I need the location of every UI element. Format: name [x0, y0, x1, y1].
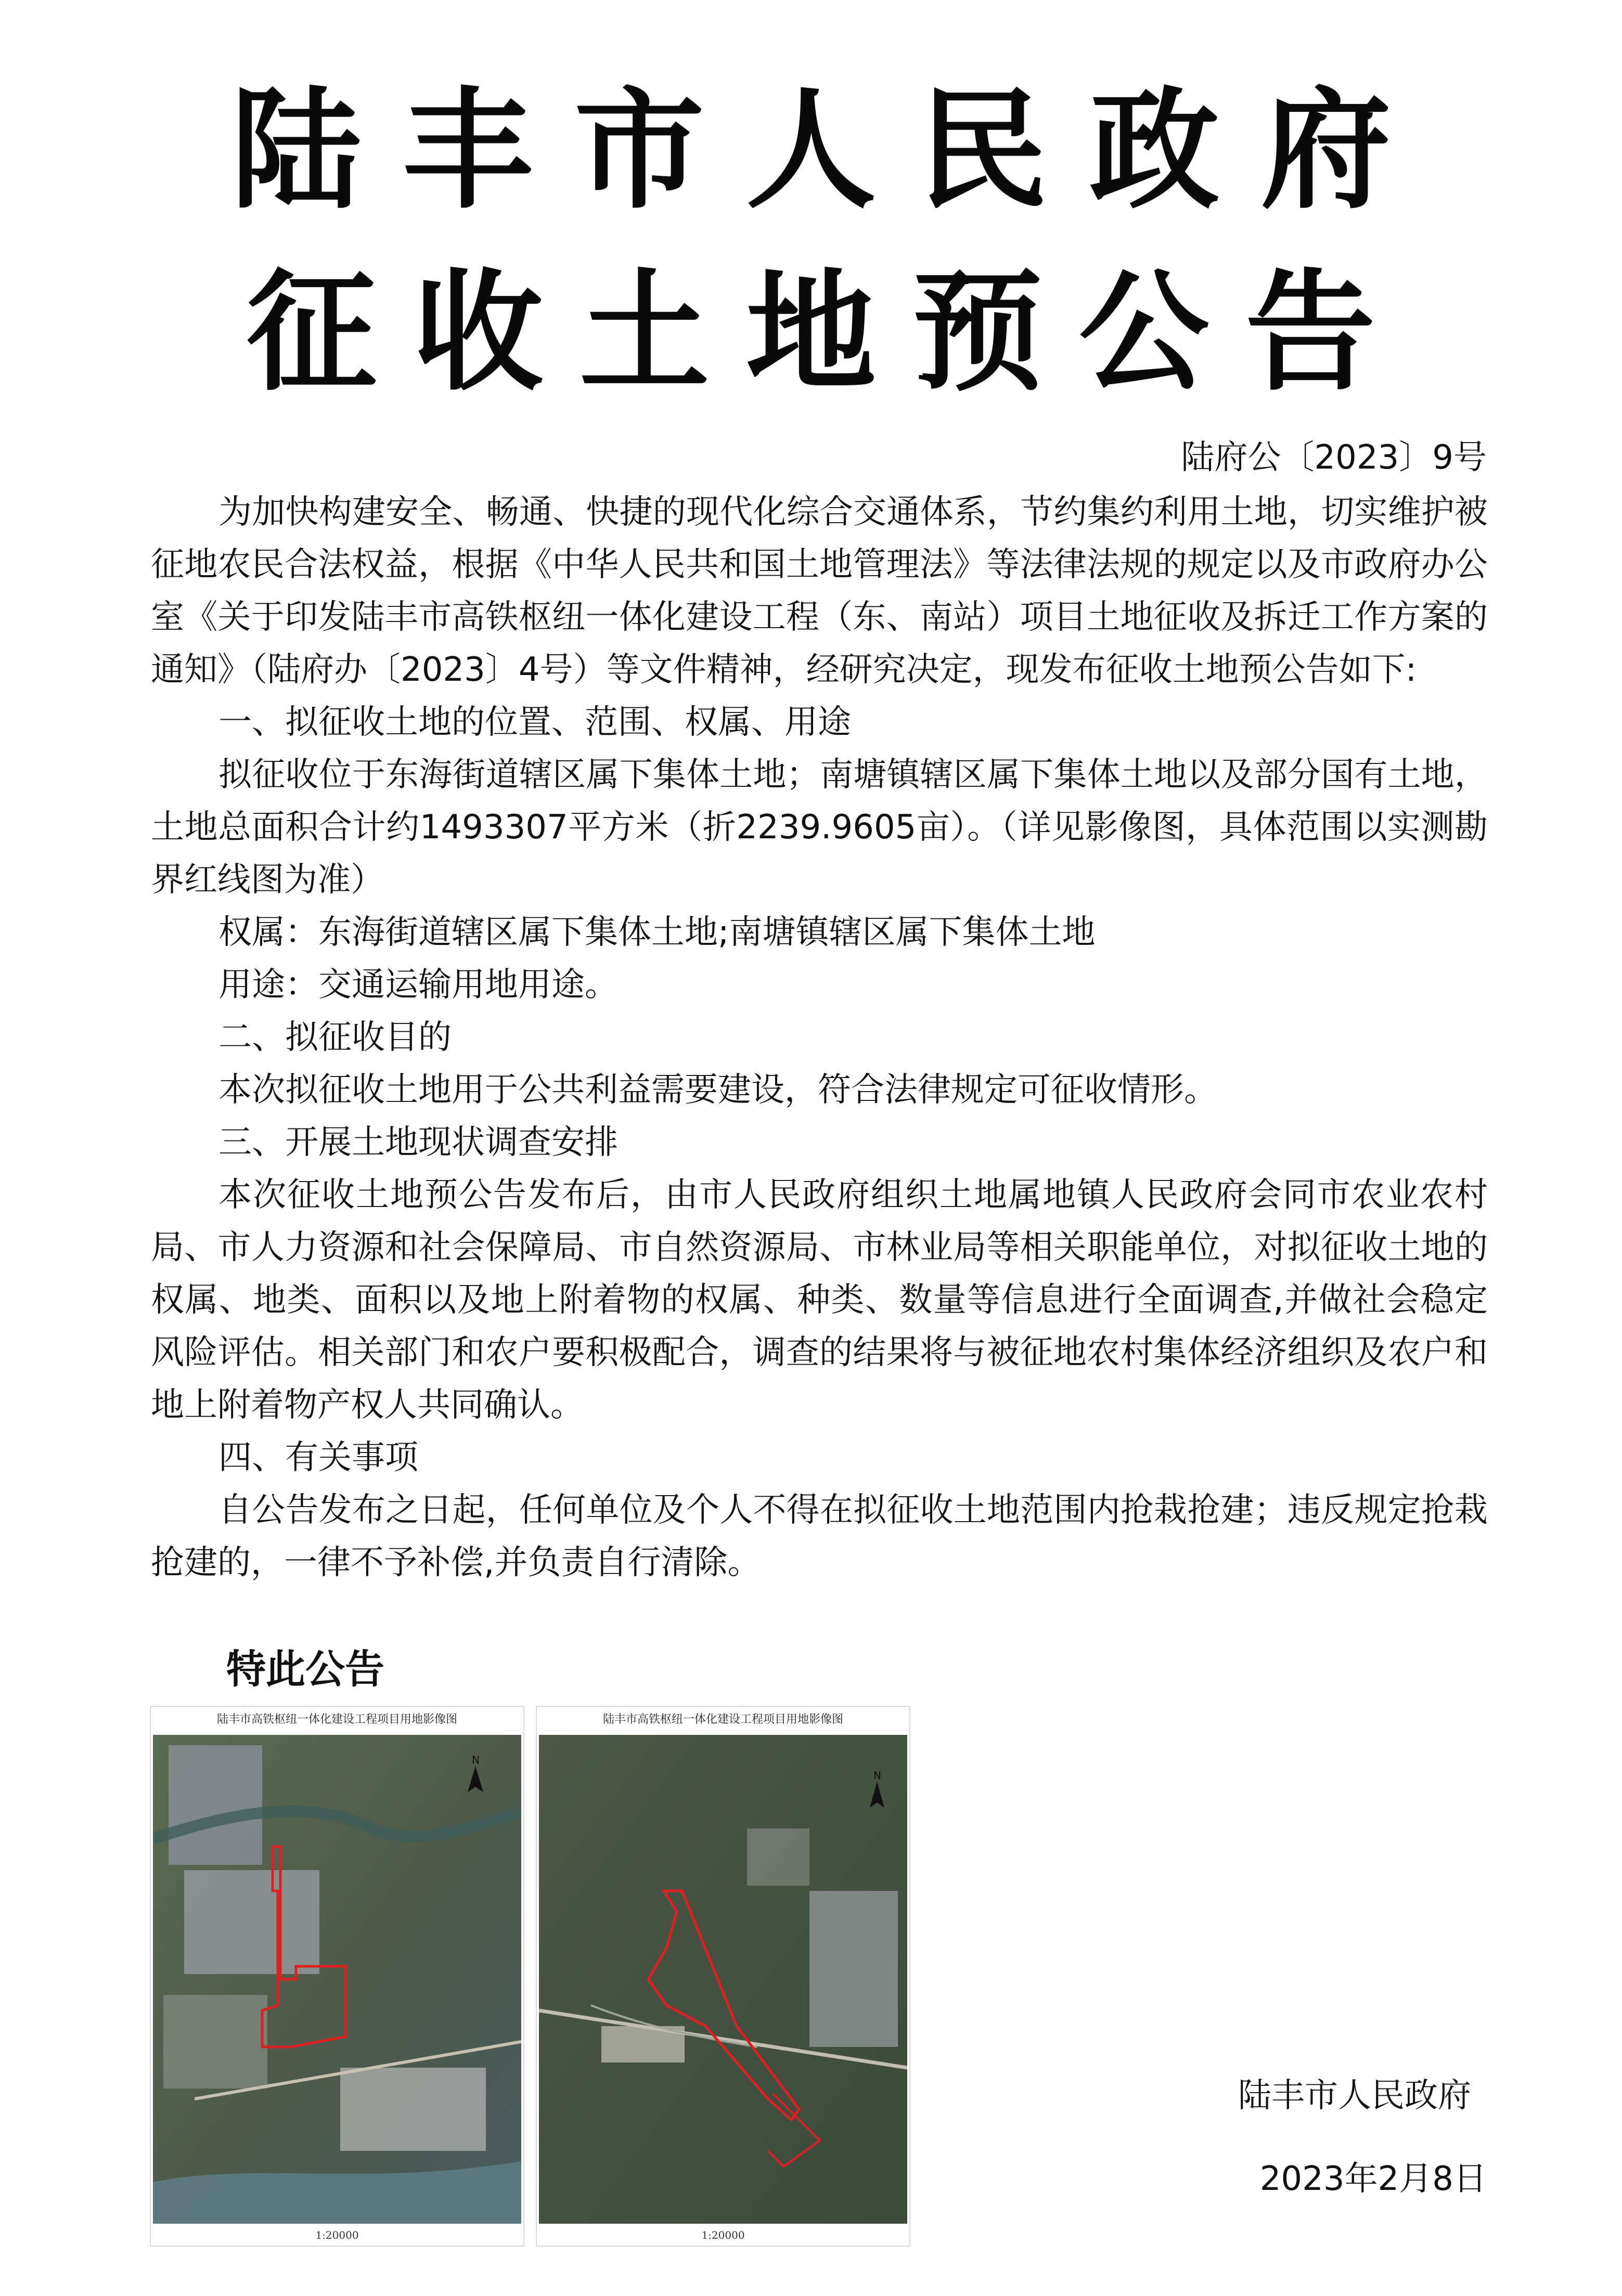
satellite-image-map: [153, 1735, 521, 2224]
map-panel-south: [536, 1706, 910, 2247]
section-1-usage: 用途：交通运输用地用途。: [218, 966, 618, 1004]
intro-paragraph: 为加快构建安全、畅通、快捷的现代化综合交通体系，节约集约利用土地，切实维护被征地农民合法权益，根据《中华人民共和国土地管理法》等法律法规的规定以及市政府办公室《关于印发陆丰市高铁枢纽一体化建设工程（东、南站）项目土地征收及拆迁工作方案的通知》（陆府办〔2023〕4号）等文件精神，经研究决定，现发布征收土地预公告如下:: [151, 493, 1488, 689]
page-title: 陆丰市人民政府: [231, 75, 1433, 226]
map-title: 陆丰市高铁枢纽一体化建设工程项目用地影像图: [602, 1713, 843, 1726]
map-panel-east: [150, 1706, 524, 2247]
satellite-image-map: [539, 1735, 907, 2224]
map-scale: 1:20000: [315, 2229, 359, 2241]
section-heading-3: 三、开展土地现状调查安排: [218, 1123, 618, 1162]
section-2-purpose: 本次拟征收土地用于公共利益需要建设，符合法律规定可征收情形。: [218, 1071, 1217, 1109]
document-number: 陆府公〔2023〕9号: [1181, 438, 1487, 477]
section-3-survey: 本次征收土地预公告发布后，由市人民政府组织土地属地镇人民政府会同市农业农村局、市人力资源和社会保障局、市自然资源局、市林业局等相关职能单位，对拟征收土地的权属、地类、面积以及地上附着物的权属、种类、数量等信息进行全面调查,并做社会稳定风险评估。相关部门和农户要积极配合，调查的结果将与被征地农村集体经济组织及农户和地上附着物产权人共同确认。: [151, 1176, 1488, 1424]
map-scale: 1:20000: [701, 2229, 745, 2241]
section-heading-2: 二、拟征收目的: [218, 1018, 452, 1057]
section-heading-1: 一、拟征收土地的位置、范围、权属、用途: [218, 703, 851, 742]
announcement-body: [151, 486, 1488, 1589]
section-heading-4: 四、有关事项: [218, 1438, 418, 1477]
section-1-ownership: 权属：东海街道辖区属下集体土地;南塘镇辖区属下集体土地: [218, 913, 1096, 952]
section-1-location: 拟征收位于东海街道辖区属下集体土地；南塘镇辖区属下集体土地以及部分国有土地，土地总面积合计约1493307平方米（折2239.9605亩）。（详见影像图，具体范围以实测勘界红线图为准）: [151, 756, 1488, 899]
closing-phrase: 特此公告: [226, 1646, 384, 1692]
svg-text:N: N: [873, 1769, 881, 1782]
issuing-authority: 陆丰市人民政府: [1238, 2077, 1471, 2115]
page-subtitle: 征收土地预公告: [247, 257, 1412, 408]
section-4-matters: 自公告发布之日起，任何单位及个人不得在拟征收土地范围内抢栽抢建；违反规定抢栽抢建的，一律不予补偿,并负责自行清除。: [151, 1491, 1488, 1582]
map-title: 陆丰市高铁枢纽一体化建设工程项目用地影像图: [216, 1713, 457, 1726]
issue-date: 2023年2月8日: [1259, 2160, 1487, 2198]
svg-text:N: N: [472, 1754, 480, 1766]
